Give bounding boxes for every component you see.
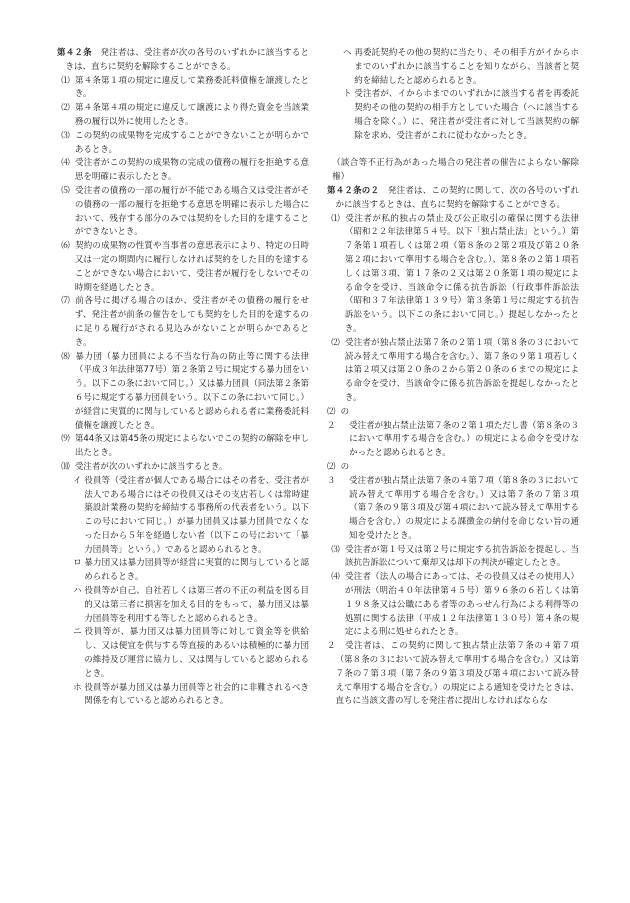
subitem-text: 役員等が、暴力団又は暴力団員等に対して資金等を供給し、又は便宜を供与する等直接的あるいは積極的に暴力団の維持及び運営に協力し、又は関与していると認められるとき。 [84,627,309,679]
subitem-letter: ホ [73,682,82,693]
subitem-ni [57,626,309,681]
item-1 [327,213,579,337]
item-text: 受注者が第１号又は第２号に規定する抗告訴訟を提起し、当該抗告訴訟について棄却又は却下の判決が確定したとき。 [344,544,579,569]
item-1 [57,75,309,103]
item-3 [57,130,309,158]
item-text: 暴力団（暴力団員による不当な行為の防止等に関する法律（平成３年法律第77号）第２条第２号に規定する暴力団をいう。以下この条において同じ。）又は暴力団員（同法第２条第６号に規定する暴力団員をいう。以下この条において同じ。）が経営に実質的に関与していると認められる者に業務委託料債権を譲渡したとき。 [74,351,309,431]
item-text: 受注者の債務の一部の履行が不能である場合又は受注者がその債務の一部の履行を拒絶する意思を明確に表示した場合において、残存する部分のみでは契約をした目的を達することができないとき。 [74,185,309,238]
item-number: ⑶ [61,130,70,141]
article-42-text: 発注者は、受注者が次の各号のいずれかに該当するときは、直ちに契約を解除することができる。 [65,48,309,72]
item-text: 契約の成果物の性質や当事者の意思表示により、特定の日時又は一定の期間内に履行しなければ契約をした目的を達することができない場合において、受注者が履行をしないでその時期を経過したとき。 [74,241,309,293]
item-number: ⑵ [331,337,340,348]
item-2-3 [327,461,579,544]
subitem-to [327,88,579,143]
item-number: ⑷ [331,572,340,583]
article-42-title: 第４２条 [57,48,92,58]
item-text: 受注者がこの契約の成果物の完成の債務の履行を拒絶する意思を明確に表示したとき。 [74,158,309,183]
item-number: ⑺ [61,296,70,307]
subitem-letter: イ [73,475,82,486]
item-text: 受注者が独占禁止法第７条の４第７項（第８条の３において読み替えて準用する場合を含む。）又は第７条の７第３項（第７条の９第３項及び第４項において読み替えて準用する場合を含む。）の規定による課徴金の納付を命じない旨の通知を受けたとき。 [349,475,579,541]
subitem-text: 受注者が、イからホまでのいずれかに該当する者を再委託契約その他の契約の相手方としていた場合（ヘに該当する場合を除く。）に、発注者が受注者に対して当該契約の解除を求め、受注者がこれに従わなかったとき。 [354,89,579,141]
item-text: 受注者が私的独占の禁止及び公正取引の確保に関する法律（昭和２２年法律第５４号。以下「独占禁止法」という。）第７条第１項若しくは第２項（第８条の２第２項及び第２０条第２項において準用する場合を含む。）、第８条の２第１項若しくは第３項、第１７条の２又は第２０条第１項の規定による命令を受け、当該命令に係る抗告訴訟（行政事件訴訟法（昭和３７年法律第１３９号）第３条第１号に規定する抗告訴訟をいう。以下この条において同じ。）提起しなかったとき。 [344,213,579,334]
item-text: 受注者が独占禁止法第７条の２第１項（第８条の３において読み替えて準用する場合を含む。）、第７条の９第１項若しくは第２項又は第２０条の２から第２０条の６までの規定による命令を受け、当該命令に係る抗告訴訟を提起しなかったとき。 [344,337,579,403]
item-4 [57,157,309,185]
subitem-letter: ニ [73,627,82,638]
article-42-2 [327,185,579,213]
article-42 [57,47,309,75]
item-number: ⑽ [61,461,70,472]
item-text: 受注者が独占禁止法第７条の２第１項ただし書（第８条の３において準用する場合を含む。）の規定による命令を受けなかったと認められるとき。 [349,420,579,459]
item-number: ⑸ [61,185,70,196]
article-42-2-text: 発注者は、この契約に関して、次の各号のいずれかに該当するときは、直ちに契約を解除することができる。 [335,185,579,210]
item-4 [327,571,579,640]
item-text: 前各号に掲げる場合のほか、受注者がその債務の履行をせず、発注者が前条の催告をしても契約をした目的を達するのに足りる履行がされる見込みがないことが明らかであるとき。 [74,296,309,348]
subitem-text: 役員等が暴力団又は暴力団員等と社会的に非難されるべき関係を有していると認められるとき。 [84,682,309,707]
article-caption: （談合等不正行為があった場合の発注者の催告によらない解除権） [332,158,579,183]
item-8 [57,351,309,434]
item-2 [57,102,309,130]
subitem-text: 暴力団又は暴力団員等が経営に実質的に関与していると認められるとき。 [84,558,309,583]
subitem-ha [57,585,309,626]
item-text: 受注者（法人の場合にあっては、その役員又はその使用人）が刑法（明治４０年法律第４５号）第９６条の６若しくは第１９８条又は公職にある者等のあっせん行為による利得等の処罰に関する法律（平成１２年法律第１３０号）第４条の規定による刑に処せられたとき。 [344,572,579,638]
paragraph-2: ２ 受注者は、この契約に関して独占禁止法第７条の４第７項（第８条の３において読み替えて準用する場合を含む。）又は第７条の７第３項（第７条の９第３項及び第４項において読み替えて準用する場合を含む。）の規定による通知を受けたときは、直ちに当該文書の写しを発注者に提出しなければならな [327,641,579,707]
subitem-text: 再委託契約その他の契約に当たり、その相手方がイからホまでのいずれかに該当することを知りながら、当該者と契約を締結したと認められるとき。 [354,48,579,86]
item-number: ⑵ [61,103,70,114]
item-number: ⑼ [61,434,70,445]
spacer [327,144,579,158]
left-column [57,47,309,709]
subitem-letter: ロ [73,558,82,569]
item-number: ⑴ [331,213,340,224]
item-text: 第44条又は第45条の規定によらないでこの契約の解除を申し出たとき。 [74,434,309,459]
item-9 [57,433,309,461]
subitem-text: 役員等が自己、自社若しくは第三者の不正の利益を図る目的又は第三者に損害を加える目的をもって、暴力団又は暴力団員等を利用する等したと認められるとき。 [84,586,309,624]
subitem-i [57,475,309,558]
item-number: ⑶ [331,544,340,555]
item-7 [57,295,309,350]
subitem-ho [57,682,309,710]
subitem-letter: ハ [73,586,82,597]
item-10 [57,461,309,475]
item-3 [327,544,579,572]
right-column [327,47,579,709]
item-2 [327,337,579,406]
subitem-letter: ヘ [343,48,352,58]
article-42-2-title: 第４２条の２ [327,185,380,196]
item-text: 受注者が次のいずれかに該当するとき。 [74,461,228,472]
item-5 [57,185,309,240]
item-text: 第４条第１項の規定に違反して業務委託料債権を譲渡したとき。 [74,75,309,100]
item-text: 第４条第４項の規定に違反して譲渡により得た資金を当該業務の履行以外に使用したとき。 [74,103,309,127]
subitem-text: 役員等（受注者が個人である場合にはその者を、受注者が法人である場合にはその役員又はその支店若しくは常時建築設計業務の契約を締結する事務所の代表者をいう。以下この号において同じ。）が暴力団員又は暴力団員でなくなった日から５年を経過しない者（以下この号において「暴力団員等」という。）であると認められるとき。 [84,475,309,555]
subitem-letter: ト [343,89,352,100]
item-number: ⑴ [61,75,70,86]
item-number: ⑵の３ [327,461,350,486]
item-number: ⑵の２ [327,406,350,431]
item-text: この契約の成果物を完成することができないことが明らかであるとき。 [74,130,309,155]
item-number: ⑻ [61,351,70,362]
subitem-he [327,47,579,88]
item-number: ⑹ [61,241,70,252]
item-2-2 [327,406,579,461]
item-6 [57,240,309,295]
subitem-ro [57,557,309,585]
item-number: ⑷ [61,158,70,169]
